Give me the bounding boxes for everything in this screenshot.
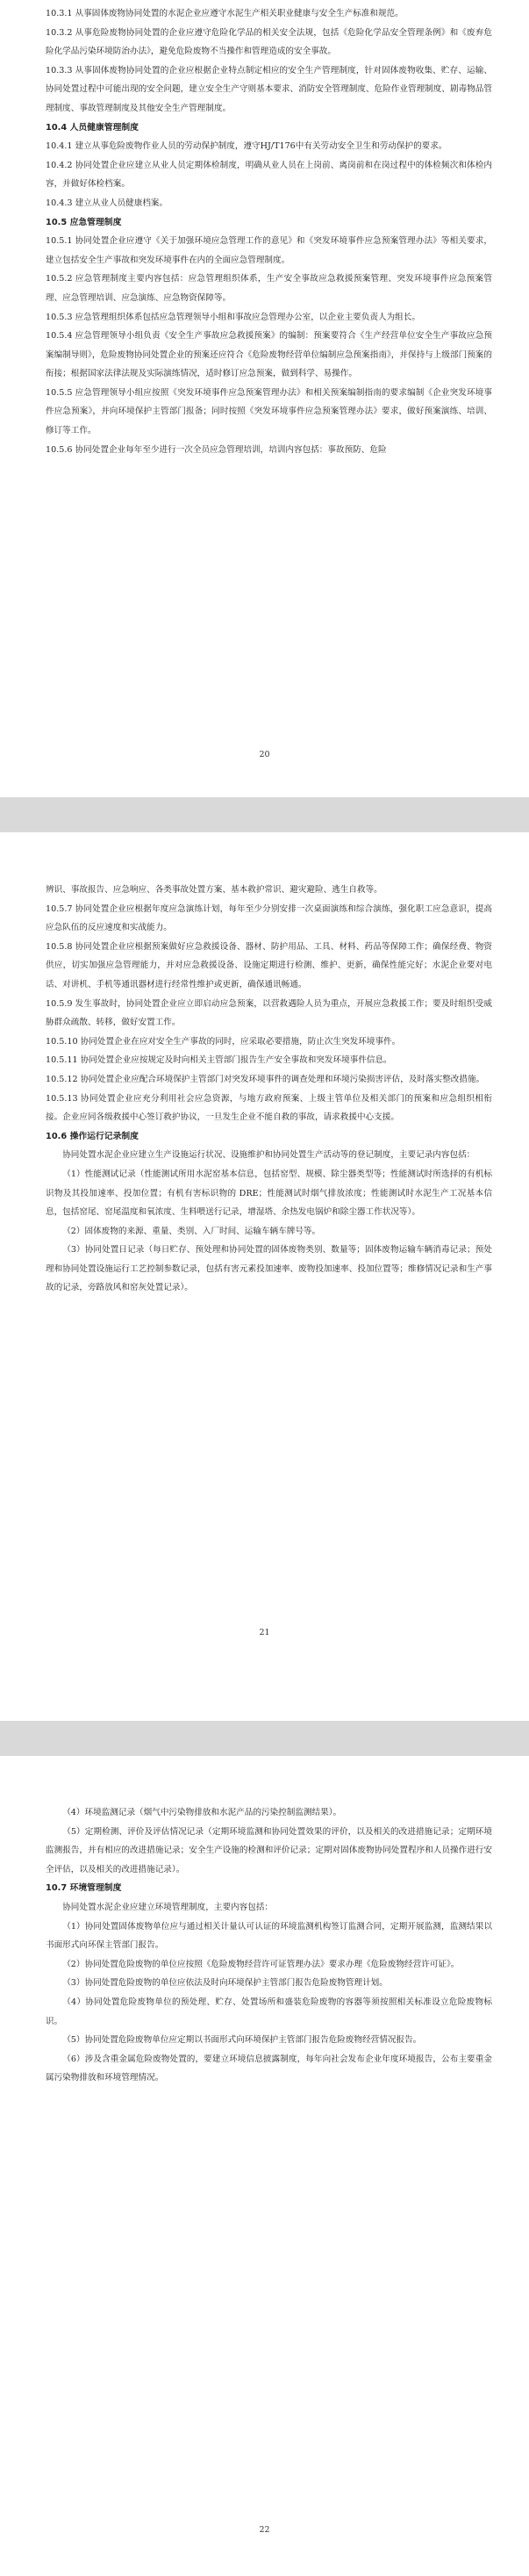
paragraph: （6）涉及含重金属危险废物处置的，要建立环境信息披露制度，每年向社会发布企业年度环境报告，公布主要重金属污染物排放和环境管理情况。 bbox=[46, 2054, 492, 2083]
paragraph: 10.3.3 从事固体废物协同处置的企业应根据企业特点制定相应的安全生产管理制度，针对固体废物收集、贮存、运输、协同处置过程中可能出现的安全问题，建立安全生产守则基本要求、消防安全管理制度、危险作业管理制度、剧毒物品管理制度、事故管理制度及其他安全生产管理制度。 bbox=[46, 65, 492, 113]
page-number: 22 bbox=[259, 2525, 270, 2535]
page-22-body bbox=[0, 1756, 529, 2088]
paragraph: （1）协同处置固体废物单位应与通过相关计量认可认证的环境监测机构签订监测合同，定期开展监测，监测结果以书面形式向环保主管部门报告。 bbox=[46, 1921, 492, 1951]
paragraph: 10.3.1 从事固体废物协同处置的水泥企业应遵守水泥生产相关职业健康与安全生产标准和规范。 bbox=[46, 9, 404, 18]
paragraph: 10.5.2 应急管理制度主要内容包括：应急管理组织体系，生产安全事故应急救援预案管理、突发环境事件应急预案管理、应急管理培训、应急演练、应急物资保障等。 bbox=[46, 274, 492, 303]
page-21 bbox=[0, 832, 529, 1721]
paragraph: 10.4.2 协同处置企业应建立从业人员定期体检制度，明确从业人员在上岗前、离岗前和在岗过程中的体检频次和体检内容，并做好体检档案。 bbox=[46, 160, 492, 190]
page-number: 21 bbox=[259, 1628, 270, 1637]
paragraph: （2）协同处置危险废物的单位应按照《危险废物经营许可证管理办法》要求办理《危险废物经营许可证》。 bbox=[62, 1959, 460, 1969]
paragraph: （1）性能测试记录（性能测试所用水泥窑基本信息，包括窑型、规模、除尘器类型等；性能测试时所选择的有机标识物及其投加速率、投加位置；有机有害标识物的 DRE；性能测试时烟气排放浓度；性能测试时水泥生产工况基本信息，包括窑尾、窑尾温度和氧浓度、生料喂送行记录，增湿塔、余热发电锅炉和除尘器工作状况等）。 bbox=[46, 1169, 492, 1218]
paragraph: 10.5.13 协同处置企业应充分利用社会应急资源，与地方政府预案、上级主管单位及相关部门的预案和应急组织相衔接。企业应同各级救援中心签订救护协议，一旦发生企业不能自救的事故，请求救援中心支援。 bbox=[46, 1093, 492, 1123]
paragraph: （5）定期检测、评价及评估情况记录（定期环境监测和协同处置效果的评价，以及相关的改进措施记录；定期环境监测报告，并有相应的改进措施记录；安全生产设施的检测和评价记录；定期对固体废物协同处置程序和人员操作进行安全评估，以及相关的改进措施记录）。 bbox=[46, 1826, 492, 1874]
paragraph: 10.5.3 应急管理组织体系包括应急管理领导小组和事故应急管理办公室，以企业主要负责人为组长。 bbox=[46, 312, 420, 322]
paragraph: 10.5.10 协同处置企业在应对安全生产事故的同时，应采取必要措施，防止次生突发环境事件。 bbox=[46, 1036, 401, 1047]
paragraph: 10.5.9 发生事故时，协同处置企业应立即启动应急预案，以营救遇险人员为重点，开展应急救援工作；要及时组织受威胁群众疏散、转移，做好安置工作。 bbox=[46, 998, 492, 1028]
section-heading: 10.6 操作运行记录制度 bbox=[46, 1131, 139, 1141]
paragraph: 10.5.6 协同处置企业每年至少进行一次全员应急管理培训，培训内容包括：事故预防、危险 bbox=[46, 444, 387, 455]
section-heading: 10.5 应急管理制度 bbox=[46, 217, 122, 227]
paragraph: 协同处置水泥企业应建立环境管理制度，主要内容包括： bbox=[62, 1902, 274, 1912]
paragraph: （3）协同处置危险废物的单位应依法及时向环境保护主管部门报告危险废物管理计划。 bbox=[62, 1978, 388, 1989]
paragraph: 10.5.5 应急管理领导小组应按照《突发环境事件应急预案管理办法》和相关预案编制指南的要求编制《企业突发环境事件应急预案》，并向环境保护主管部门报备；同时按照《突发环境事件应急预案管理办法》要求，做好预案演练、培训、修订等工作。 bbox=[46, 387, 492, 436]
paragraph: 辨识、事故报告、应急响应、各类事故处置方案、基本救护常识、避灾避险、逃生自救等。 bbox=[46, 885, 382, 895]
paragraph: 10.4.1 建立从事危险废物作业人员的劳动保护制度，遵守HJ/T176中有关劳动安全卫生和劳动保护的要求。 bbox=[46, 141, 447, 152]
page-21-body bbox=[0, 832, 529, 1298]
page-20 bbox=[0, 0, 529, 797]
paragraph: 10.5.8 协同处置企业应根据预案做好应急救援设备、器材、防护用品、工具、材料、药品等保障工作；确保经费、物资供应，切实加强应急管理能力，并对应急救援设备、设施定期进行检测、维护、更新，确保性能完好；水泥企业要对电话、对讲机、手机等通讯器材进行经常性维护或更新，确保通讯畅通。 bbox=[46, 941, 492, 989]
paragraph: （4）环境监测记录（烟气中污染物排放和水泥产品的污染控制监测结果）。 bbox=[62, 1808, 342, 1817]
paragraph: （4）协同处置危险废物单位的预处理、贮存、处置场所和盛装危险废物的容器等须按照相关标准设立危险废物标识。 bbox=[46, 1997, 492, 2026]
paragraph: 10.5.7 协同处置企业应根据年度应急演练计划，每年至少分别安排一次桌面演练和综合演练，强化职工应急意识，提高应急队伍的反应速度和实战能力。 bbox=[46, 903, 492, 933]
paragraph: 10.4.3 建立从业人员健康档案。 bbox=[46, 198, 168, 208]
page-number: 20 bbox=[259, 750, 270, 759]
section-heading: 10.7 环境管理制度 bbox=[46, 1883, 122, 1894]
paragraph: 10.3.2 从事危险废物协同处置的企业应遵守危险化学品的相关安全法规，包括《危险化学品安全管理条例》和《废弃危险化学品污染环境防治办法》，避免危险废物不当操作和管理造成的安全事故。 bbox=[46, 27, 492, 57]
page-20-body bbox=[0, 0, 529, 459]
paragraph: （5）协同处置危险废物单位应定期以书面形式向环境保护主管部门报告危险废物经营情况报告。 bbox=[62, 2035, 422, 2046]
section-heading: 10.4 人员健康管理制度 bbox=[46, 122, 139, 133]
paragraph: 10.5.1 协同处置企业应遵守《关于加强环境应急管理工作的意见》和《突发环境事件应急预案管理办法》等相关要求，建立包括安全生产事故和突发环境事件在内的全面应急管理制度。 bbox=[46, 236, 492, 265]
paragraph: 协同处置水泥企业应建立生产设施运行状况、设施维护和协同处置生产活动等的登记制度，主要记录内容包括： bbox=[62, 1150, 475, 1161]
paragraph: 10.5.12 协同处置企业应配合环境保护主管部门对突发环境事件的调查处理和环境污染损害评估，及时落实整改措施。 bbox=[46, 1074, 485, 1084]
paragraph: 10.5.4 应急管理领导小组负责《安全生产事故应急救援预案》的编制：预案要符合《生产经营单位安全生产事故应急预案编制导则》，危险废物协同处置企业的预案还应符合《危险废物经营单位编制应急预案指南》，并保持与上级部门预案的衔接；根据国家法律法规及实际演练情况，适时修订应急预案，做到科学、易操作。 bbox=[46, 331, 492, 379]
paragraph: （3）协同处置日记录（每日贮存、预处理和协同处置的固体废物类别、数量等；固体废物运输车辆消毒记录；预处理和协同处置设施运行工艺控制参数记录，包括有害元素投加速率、废物投加速率、投加位置等；维修情况记录和生产事故的记录，旁路放风和窑灰处置记录）。 bbox=[46, 1245, 492, 1293]
paragraph: 10.5.11 协同处置企业应按规定及时向相关主管部门报告生产安全事故和突发环境事件信息。 bbox=[46, 1055, 392, 1066]
paragraph: （2）固体废物的来源、重量、类别、入厂时间、运输车辆车牌号等。 bbox=[62, 1226, 321, 1236]
page-22 bbox=[0, 1756, 529, 2576]
